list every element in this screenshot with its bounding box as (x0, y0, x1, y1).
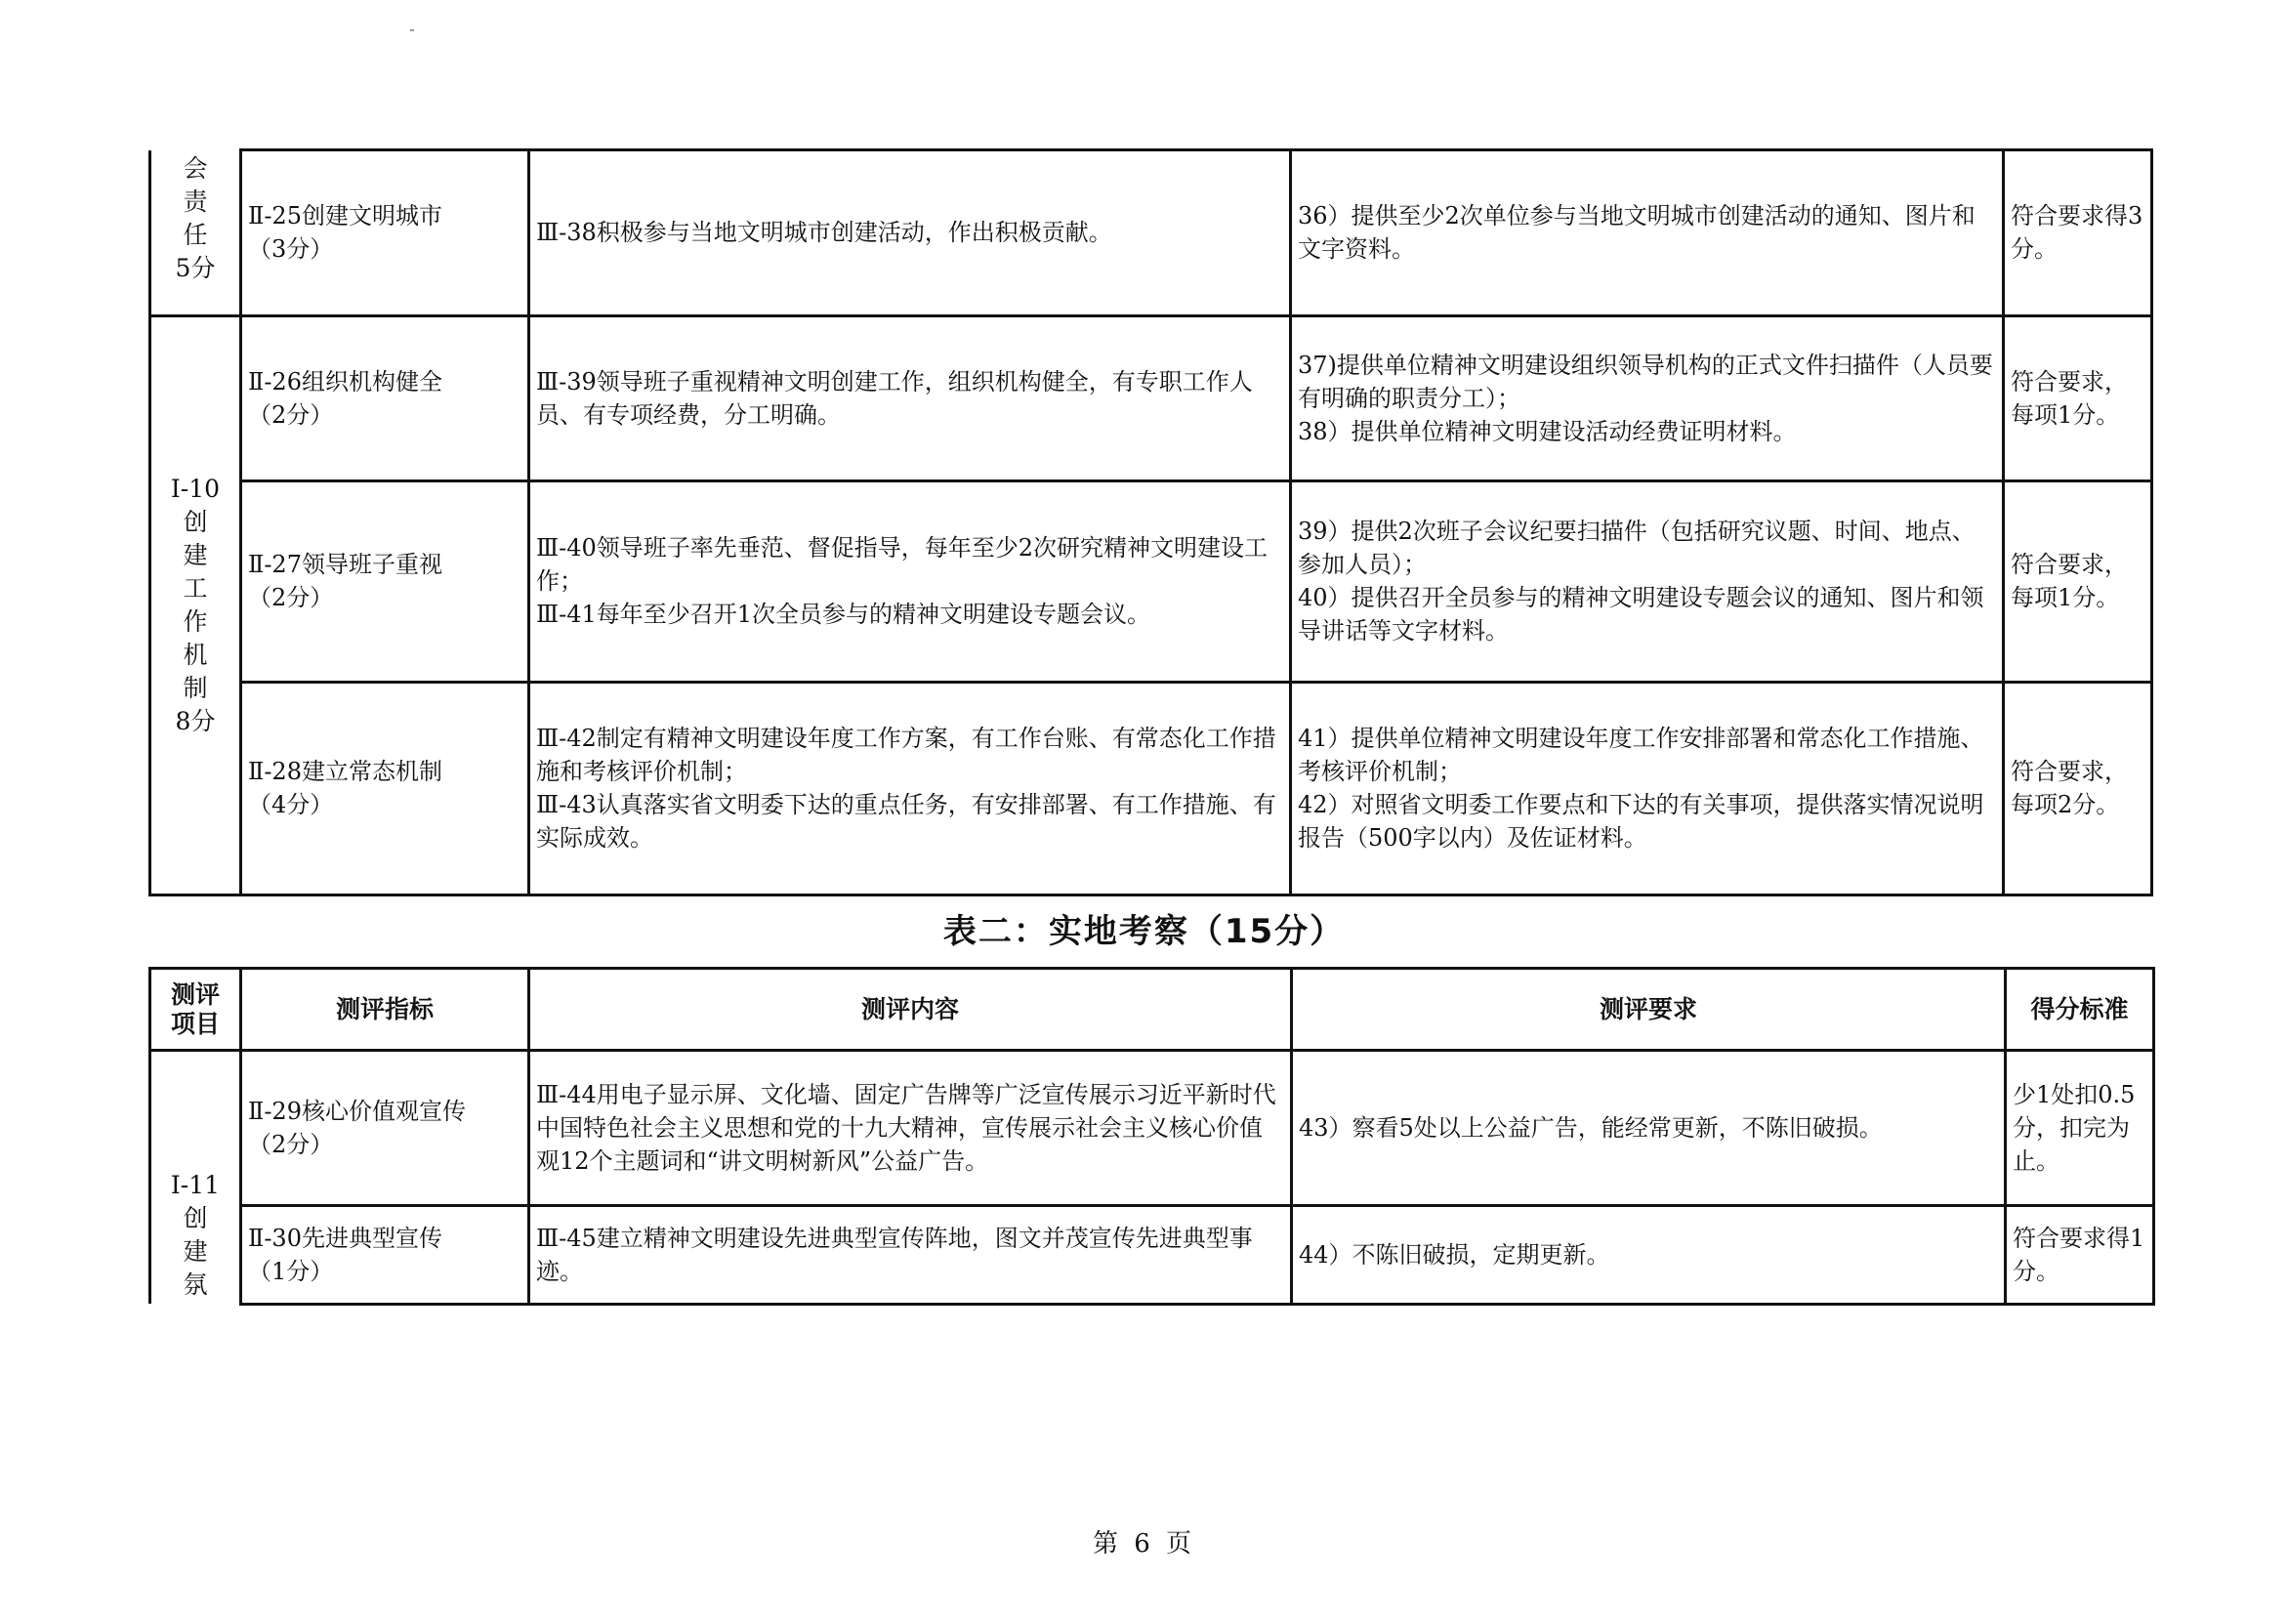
category-cell: 会 责 任 5分 (150, 150, 241, 316)
scoring-cell: 符合要求得3分。 (2004, 150, 2152, 316)
indicator-cell: Ⅱ-30先进典型宣传 （1分） (241, 1205, 529, 1304)
requirement-cell: 43）察看5处以上公益广告，能经常更新，不陈旧破损。 (1292, 1051, 2006, 1206)
requirement-cell: 37)提供单位精神文明建设组织领导机构的正式文件扫描件（人员要有明确的职责分工）； 38）提供单位精神文明建设活动经费证明材料。 (1291, 315, 2004, 480)
page-number: 第 6 页 (1092, 1529, 1196, 1559)
requirement-cell: 44）不陈旧破损，定期更新。 (1292, 1205, 2006, 1304)
evaluation-table-part2 (148, 967, 2155, 1306)
section-title: 表二：实地考察（15分） (942, 912, 1346, 951)
requirement-cell: 41）提供单位精神文明建设年度工作安排部署和常态化工作措施、考核评价机制； 42）对照省文明委工作要点和下达的有关事项，提供落实情况说明报告（500字以内）及佐证材料。 (1291, 682, 2004, 895)
content-cell: Ⅲ-44用电子显示屏、文化墙、固定广告牌等广泛宣传展示习近平新时代中国特色社会主义思想和党的十九大精神，宣传展示社会主义核心价值观12个主题词和“讲文明树新风”公益广告。 (529, 1051, 1292, 1206)
table-row (150, 682, 2152, 895)
content-cell: Ⅲ-39领导班子重视精神文明创建工作，组织机构健全，有专职工作人员、有专项经费，分工明确。 (529, 315, 1291, 480)
indicator-cell: Ⅱ-29核心价值观宣传 （2分） (241, 1051, 529, 1206)
scoring-cell: 符合要求得1分。 (2006, 1205, 2154, 1304)
content-cell: Ⅲ-45建立精神文明建设先进典型宣传阵地，图文并茂宣传先进典型事迹。 (529, 1205, 1292, 1304)
header-content: 测评内容 (529, 969, 1292, 1051)
indicator-cell: Ⅱ-27领导班子重视 （2分） (241, 480, 529, 682)
table-row (150, 150, 2152, 316)
content-cell: Ⅲ-38积极参与当地文明城市创建活动，作出积极贡献。 (529, 150, 1291, 316)
requirement-cell: 36）提供至少2次单位参与当地文明城市创建活动的通知、图片和文字资料。 (1291, 150, 2004, 316)
table-row (150, 315, 2152, 480)
category-cell: Ⅰ-11 创 建 氛 (150, 1051, 241, 1305)
indicator-cell: Ⅱ-28建立常态机制 （4分） (241, 682, 529, 895)
indicator-cell: Ⅱ-26组织机构健全 （2分） (241, 315, 529, 480)
indicator-cell: Ⅱ-25创建文明城市 （3分） (241, 150, 529, 316)
header-indicator: 测评指标 (241, 969, 529, 1051)
evaluation-table-part1 (148, 148, 2153, 896)
header-category: 测评 项目 (150, 969, 241, 1051)
content-cell: Ⅲ-40领导班子率先垂范、督促指导，每年至少2次研究精神文明建设工作； Ⅲ-41每年至少召开1次全员参与的精神文明建设专题会议。 (529, 480, 1291, 682)
scan-mark (410, 29, 414, 31)
table-row (150, 1051, 2154, 1206)
table-row (150, 1205, 2154, 1304)
category-cell: Ⅰ-10 创 建 工 作 机 制 8分 (150, 315, 241, 895)
requirement-cell: 39）提供2次班子会议纪要扫描件（包括研究议题、时间、地点、参加人员）； 40）提供召开全员参与的精神文明建设专题会议的通知、图片和领导讲话等文字材料。 (1291, 480, 2004, 682)
scoring-cell: 少1处扣0.5分，扣完为止。 (2006, 1051, 2154, 1206)
table-row (150, 480, 2152, 682)
header-requirement: 测评要求 (1292, 969, 2006, 1051)
table-header-row (150, 969, 2154, 1051)
scoring-cell: 符合要求，每项2分。 (2004, 682, 2152, 895)
content-cell: Ⅲ-42制定有精神文明建设年度工作方案，有工作台账、有常态化工作措施和考核评价机制； Ⅲ-43认真落实省文明委下达的重点任务，有安排部署、有工作措施、有实际成效。 (529, 682, 1291, 895)
scoring-cell: 符合要求，每项1分。 (2004, 480, 2152, 682)
header-scoring: 得分标准 (2006, 969, 2154, 1051)
scoring-cell: 符合要求，每项1分。 (2004, 315, 2152, 480)
